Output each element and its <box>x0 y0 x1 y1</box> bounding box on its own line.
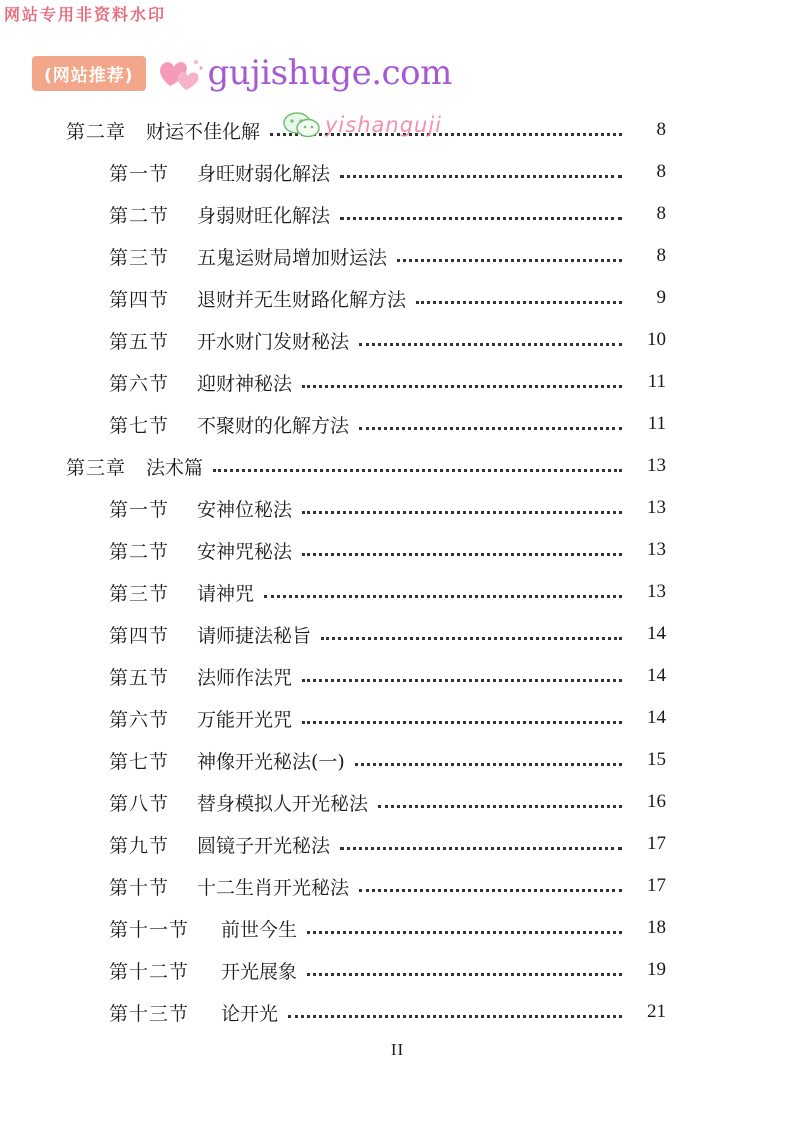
toc-label: 第三节 <box>109 246 170 269</box>
dot-leader <box>340 175 622 178</box>
toc-section[interactable] <box>109 320 666 360</box>
toc-title: 五鬼运财局增加财运法 <box>197 246 388 269</box>
toc-label: 第四节 <box>109 624 170 647</box>
toc-section[interactable] <box>109 194 666 234</box>
toc-page: 8 <box>656 161 666 182</box>
toc-title: 替身模拟人开光秘法 <box>197 792 369 815</box>
toc-page: 18 <box>647 917 666 938</box>
toc-title: 圆镜子开光秘法 <box>197 834 331 857</box>
toc-section[interactable] <box>109 866 666 906</box>
toc-label: 第七节 <box>109 414 170 437</box>
toc-page: 21 <box>647 1001 666 1022</box>
toc-title: 法术篇 <box>146 456 204 479</box>
dot-leader <box>340 847 622 850</box>
dot-leader <box>270 133 622 136</box>
toc-title: 法师作法咒 <box>197 666 293 689</box>
dot-leader <box>416 301 622 304</box>
hearts-icon <box>156 52 206 94</box>
toc-section[interactable] <box>109 278 666 318</box>
toc-title: 论开光 <box>221 1002 279 1025</box>
toc-title: 不聚财的化解方法 <box>197 414 350 437</box>
dot-leader <box>359 427 622 430</box>
toc-title: 神像开光秘法(一) <box>197 750 345 773</box>
toc-page: 8 <box>656 245 666 266</box>
toc-section[interactable] <box>109 992 666 1032</box>
toc-title: 开水财门发财秘法 <box>197 330 350 353</box>
toc-label: 第十一节 <box>109 918 190 941</box>
dot-leader <box>288 1015 622 1018</box>
dot-leader <box>302 679 622 682</box>
toc-title: 财运不佳化解 <box>146 120 261 143</box>
toc-page: 11 <box>647 371 666 392</box>
dot-leader <box>307 973 622 976</box>
toc-chapter[interactable] <box>66 446 666 486</box>
toc-label: 第六节 <box>109 372 170 395</box>
toc-page: 13 <box>647 539 666 560</box>
toc-label: 第十三节 <box>109 1002 190 1025</box>
toc-page: 14 <box>647 623 666 644</box>
toc-page: 15 <box>647 749 666 770</box>
toc-page: 14 <box>647 707 666 728</box>
toc-title: 身弱财旺化解法 <box>197 204 331 227</box>
toc-section[interactable] <box>109 362 666 402</box>
toc-page: 13 <box>647 497 666 518</box>
toc-section[interactable] <box>109 740 666 780</box>
toc-label: 第四节 <box>109 288 170 311</box>
page-number: II <box>390 1040 405 1059</box>
dot-leader <box>378 805 622 808</box>
toc-title: 安神咒秘法 <box>197 540 293 563</box>
site-name[interactable]: gujishuge.com <box>207 53 452 93</box>
toc-section[interactable] <box>109 656 666 696</box>
toc-page: 16 <box>647 791 666 812</box>
toc-section[interactable] <box>109 488 666 528</box>
dot-leader <box>302 385 622 388</box>
toc-page: 8 <box>656 203 666 224</box>
toc-page: 10 <box>647 329 666 350</box>
dot-leader <box>340 217 622 220</box>
toc-label: 第一节 <box>109 498 170 521</box>
dot-leader <box>355 763 622 766</box>
toc-title: 请师捷法秘旨 <box>197 624 312 647</box>
toc-section[interactable] <box>109 908 666 948</box>
toc-page: 13 <box>647 581 666 602</box>
toc-page: 9 <box>656 287 666 308</box>
toc-section[interactable] <box>109 824 666 864</box>
toc-label: 第十节 <box>109 876 170 899</box>
dot-leader <box>213 469 622 472</box>
toc-title: 迎财神秘法 <box>197 372 293 395</box>
toc-title: 身旺财弱化解法 <box>197 162 331 185</box>
dot-leader <box>321 637 622 640</box>
dot-leader <box>302 511 622 514</box>
toc-section[interactable] <box>109 698 666 738</box>
toc-label: 第九节 <box>109 834 170 857</box>
toc-chapter[interactable] <box>66 110 666 150</box>
toc-title: 安神位秘法 <box>197 498 293 521</box>
toc-section[interactable] <box>109 404 666 444</box>
toc-title: 万能开光咒 <box>197 708 293 731</box>
toc-section[interactable] <box>109 950 666 990</box>
toc-page: 11 <box>647 413 666 434</box>
site-banner <box>32 52 452 94</box>
toc-label: 第六节 <box>109 708 170 731</box>
toc-section[interactable] <box>109 236 666 276</box>
toc-label: 第二节 <box>109 204 170 227</box>
toc-page: 17 <box>647 833 666 854</box>
toc-page: 19 <box>647 959 666 980</box>
toc-page: 14 <box>647 665 666 686</box>
toc-label: 第三节 <box>109 582 170 605</box>
toc-title: 请神咒 <box>197 582 255 605</box>
toc-page: 17 <box>647 875 666 896</box>
recommend-badge: (网站推荐) <box>32 56 146 91</box>
toc-label: 第八节 <box>109 792 170 815</box>
toc-label: 第五节 <box>109 666 170 689</box>
dot-leader <box>302 553 622 556</box>
toc-label: 第二节 <box>109 540 170 563</box>
toc-label: 第七节 <box>109 750 170 773</box>
watermark-text: 网站专用非资料水印 <box>4 5 167 24</box>
toc-section[interactable] <box>109 152 666 192</box>
dot-leader <box>397 259 622 262</box>
toc-page: 8 <box>656 119 666 140</box>
dot-leader <box>307 931 622 934</box>
toc-label: 第五节 <box>109 330 170 353</box>
toc-title: 开光展象 <box>221 960 298 983</box>
dot-leader <box>359 343 622 346</box>
watermark-overlay-text: yishanguji <box>325 113 442 137</box>
toc-title: 十二生肖开光秘法 <box>197 876 350 899</box>
toc-page: 13 <box>647 455 666 476</box>
dot-leader <box>302 721 622 724</box>
dot-leader <box>359 889 622 892</box>
dot-leader <box>264 595 622 598</box>
toc-section[interactable] <box>109 572 666 612</box>
toc-section[interactable] <box>109 614 666 654</box>
toc-title: 退财并无生财路化解方法 <box>197 288 407 311</box>
toc-title: 前世今生 <box>221 918 298 941</box>
toc-section[interactable] <box>109 530 666 570</box>
toc-label: 第二章 <box>66 120 127 143</box>
toc-label: 第三章 <box>66 456 127 479</box>
toc-label: 第十二节 <box>109 960 190 983</box>
toc-label: 第一节 <box>109 162 170 185</box>
toc-section[interactable] <box>109 782 666 822</box>
